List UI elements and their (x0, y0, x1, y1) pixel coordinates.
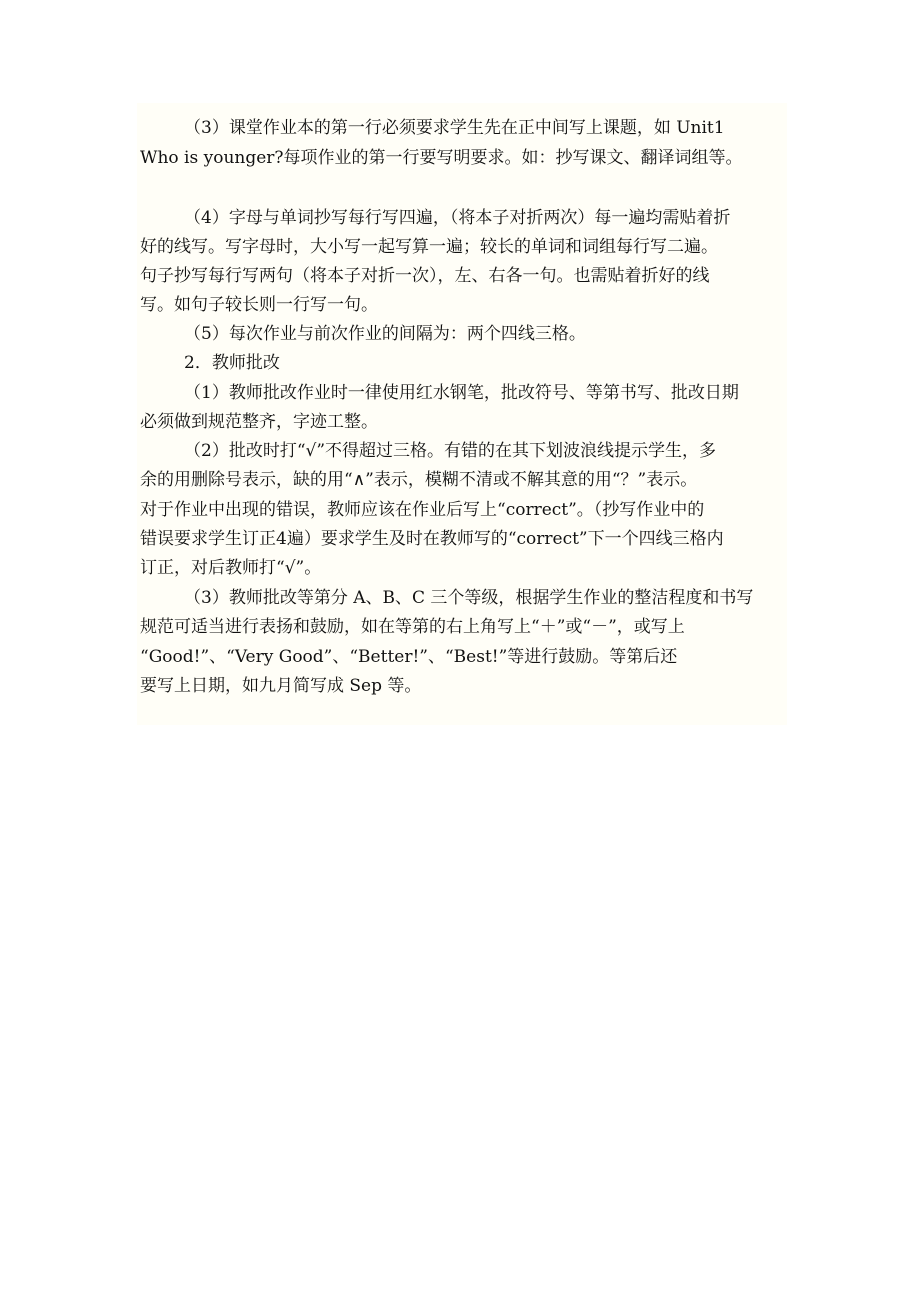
section-2-paragraph-2-line-4: 错误要求学生订正4遍）要求学生及时在教师写的“correct”下一个四线三格内 (140, 529, 724, 549)
paragraph-4-line-1: （4）字母与单词抄写每行写四遍，（将本子对折两次）每一遍均需贴着折 (184, 208, 731, 228)
section-2-paragraph-3-line-3: “Good!”、“Very Good”、“Better!”、“Best!”等进行鼓励。等第后还 (140, 647, 678, 667)
paragraph-3-line-1: （3）课堂作业本的第一行必须要求学生先在正中间写上课题，如 Unit1 (184, 118, 725, 138)
paragraph-4-line-3: 句子抄写每行写两句（将本子对折一次），左、右各一句。也需贴着折好的线 (140, 266, 710, 286)
paragraph-4-line-2: 好的线写。写字母时，大小写一起写算一遍；较长的单词和词组每行写二遍。 (140, 237, 718, 257)
section-2-paragraph-2-line-2: 余的用删除号表示，缺的用“∧”表示，模糊不清或不解其意的用“？”表示。 (140, 470, 698, 490)
section-2-paragraph-1-line-1: （1）教师批改作业时一律使用红水钢笔，批改符号、等第书写、批改日期 (184, 383, 739, 403)
section-2-paragraph-2-line-5: 订正，对后教师打“√”。 (140, 558, 322, 578)
section-2-paragraph-2-line-1: （2）批改时打“√”不得超过三格。有错的在其下划波浪线提示学生，多 (184, 441, 717, 461)
section-2-paragraph-1-line-2: 必须做到规范整齐，字迹工整。 (140, 412, 378, 432)
section-2-paragraph-3-line-4: 要写上日期，如九月简写成 Sep 等。 (140, 676, 422, 696)
section-2-paragraph-3-line-2: 规范可适当进行表扬和鼓励，如在等第的右上角写上“＋”或“－”，或写上 (140, 617, 685, 637)
section-2-heading: 2．教师批改 (184, 353, 280, 373)
section-2-paragraph-3-line-1: （3）教师批改等第分 A、B、C 三个等级，根据学生作业的整洁程度和书写 (184, 588, 754, 608)
paragraph-4-line-4: 写。如句子较长则一行写一句。 (140, 295, 378, 315)
document-text-block (137, 103, 787, 725)
paragraph-5-line-1: （5）每次作业与前次作业的间隔为：两个四线三格。 (184, 324, 586, 344)
paragraph-3-line-2: Who is younger?每项作业的第一行要写明要求。如：抄写课文、翻译词组等。 (140, 148, 743, 168)
section-2-paragraph-2-line-3: 对于作业中出现的错误，教师应该在作业后写上“correct”。（抄写作业中的 (140, 500, 705, 520)
